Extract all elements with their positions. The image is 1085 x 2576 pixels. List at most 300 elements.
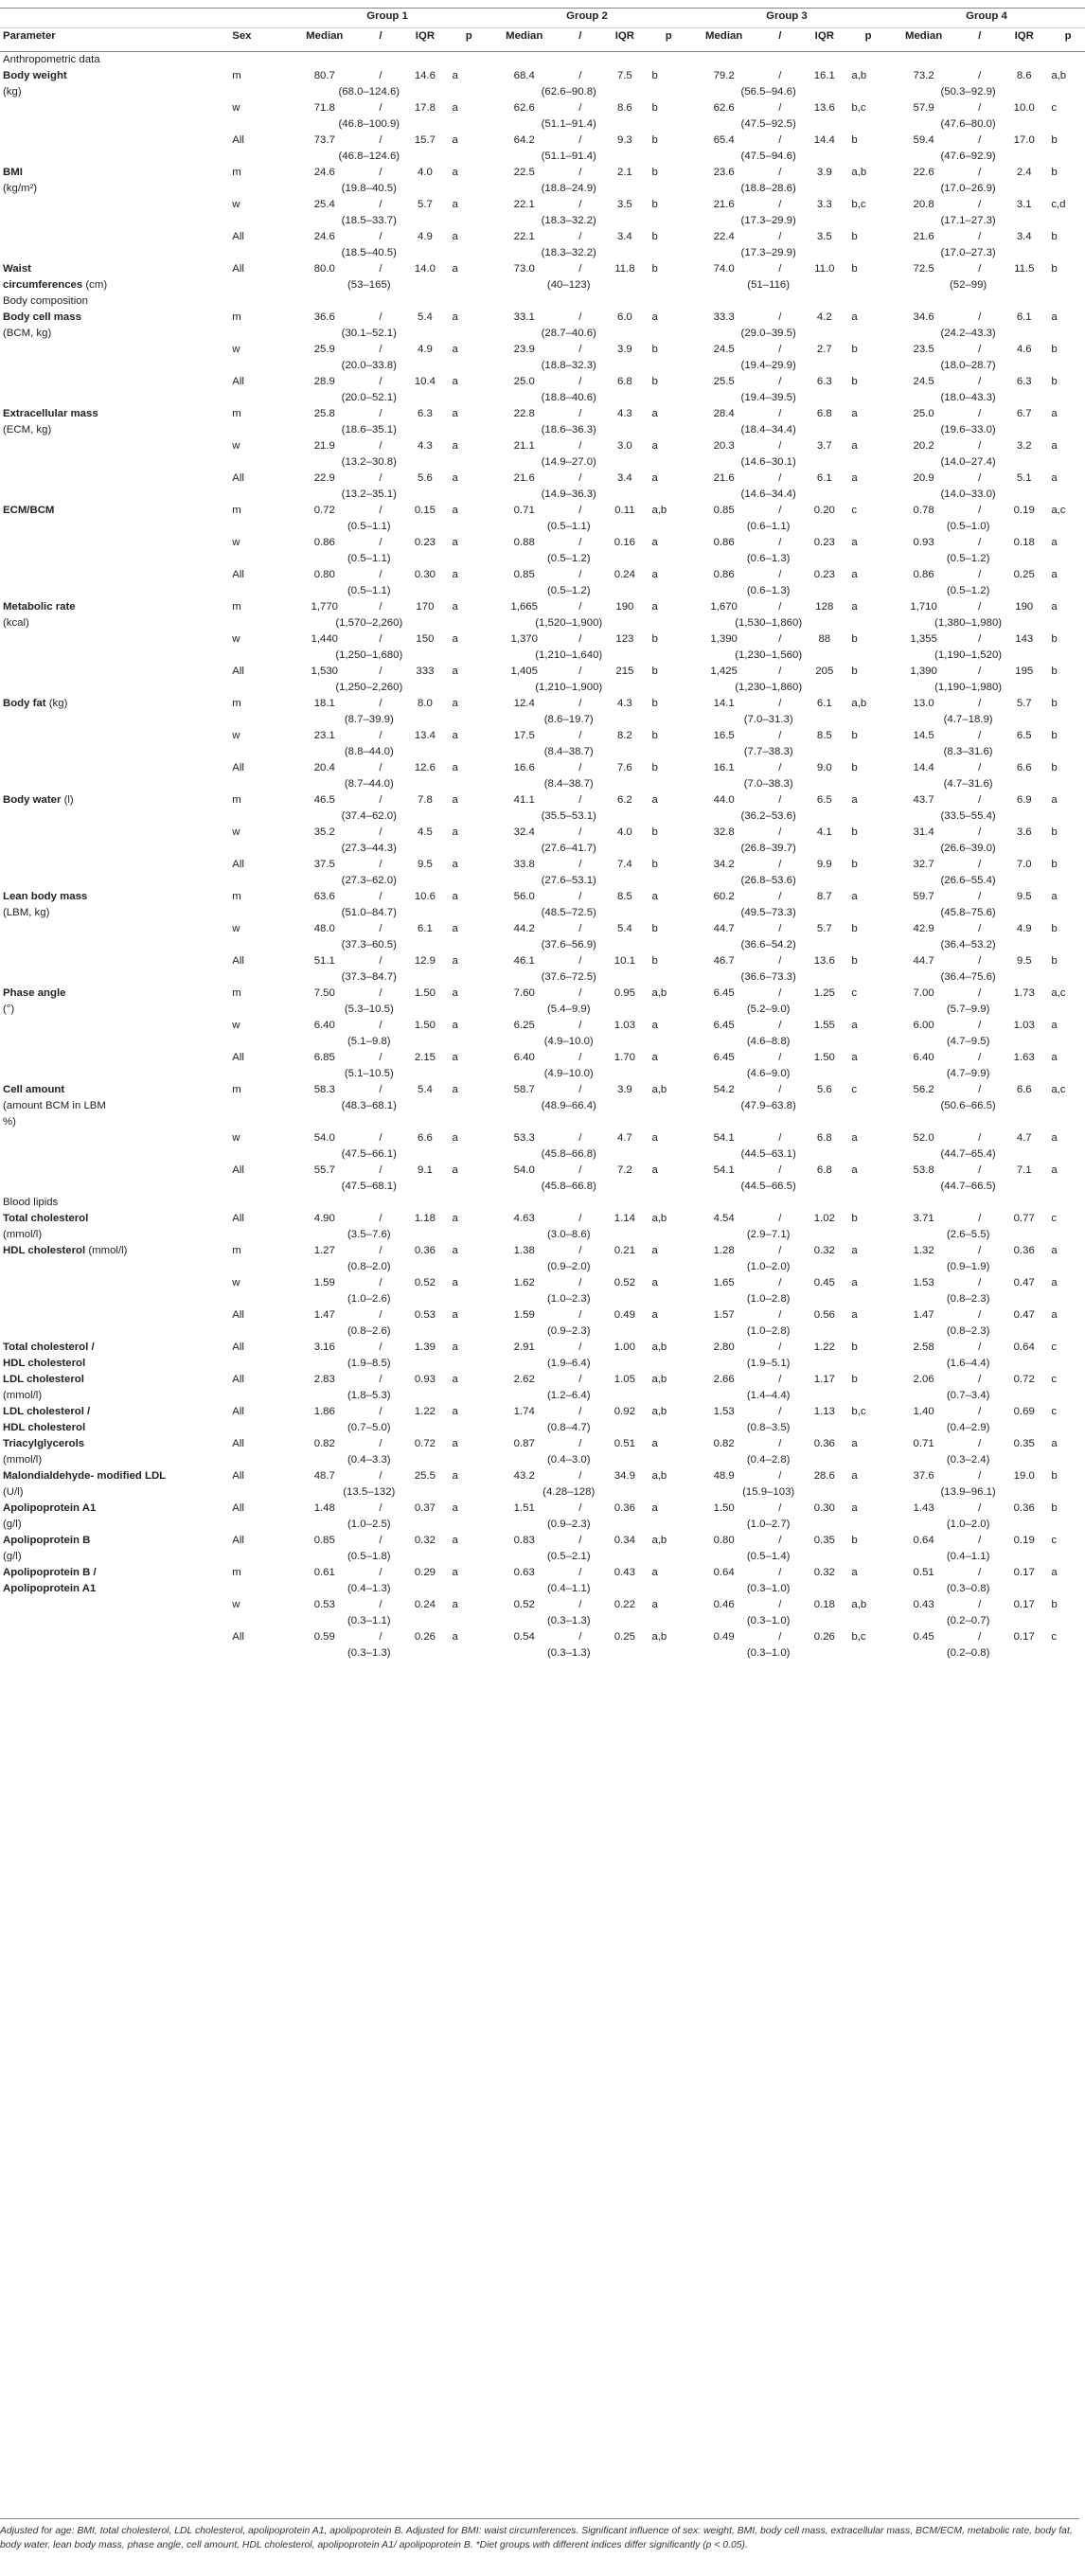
iqr-value: 19.0 — [1013, 1470, 1035, 1482]
iqr-value: 0.36 — [1013, 1245, 1035, 1256]
median-value: 46.7 — [713, 955, 735, 967]
slash: / — [978, 1020, 982, 1031]
iqr-value: 1.03 — [614, 1020, 635, 1031]
slash: / — [578, 1406, 582, 1417]
median-value: 1.27 — [313, 1245, 335, 1256]
iqr-value: 14.0 — [414, 263, 436, 275]
parameter-cell — [0, 1307, 229, 1324]
iqr-value: 2.15 — [414, 1052, 436, 1063]
slash: / — [379, 826, 382, 838]
iqr-value: 215 — [615, 666, 634, 677]
median-value: 65.4 — [713, 134, 735, 146]
blank-cell — [229, 937, 286, 953]
median-header: Median — [486, 28, 560, 52]
median-value: 44.0 — [713, 794, 735, 806]
p-value: b — [851, 730, 858, 741]
blank-cell — [848, 454, 885, 471]
iqr-value: 0.20 — [813, 505, 835, 516]
p-value: a — [1051, 1052, 1058, 1063]
median-value: 0.85 — [513, 569, 535, 580]
slash: / — [778, 859, 782, 870]
blank-cell — [649, 487, 685, 503]
median-value: 1,425 — [710, 666, 738, 677]
blank-cell — [450, 1645, 487, 1661]
range-row — [0, 1146, 1085, 1163]
parameter-cell — [0, 1629, 229, 1645]
slash: / — [578, 1245, 582, 1256]
median-value: 37.5 — [313, 859, 335, 870]
sex-cell: m — [232, 698, 241, 709]
range-value: (1.0–2.5) — [347, 1519, 391, 1530]
iqr-value: 0.11 — [614, 505, 635, 516]
slash: / — [379, 472, 382, 484]
slash: / — [578, 102, 582, 114]
median-value: 25.0 — [513, 376, 535, 387]
slash: / — [379, 923, 382, 934]
median-value: 25.5 — [713, 376, 735, 387]
iqr-value: 0.21 — [614, 1245, 635, 1256]
parameter-cell — [0, 825, 229, 841]
parameter-desc-cell — [0, 454, 229, 471]
median-value: 22.6 — [913, 167, 934, 178]
slash: / — [778, 891, 782, 902]
parameter-unit: (kg/m²) — [3, 183, 38, 194]
p-value: a — [651, 1052, 658, 1063]
blank-cell — [229, 841, 286, 857]
median-value: 0.86 — [713, 537, 735, 548]
blank-cell — [229, 615, 286, 631]
blank-cell — [1048, 583, 1085, 599]
p-value: b — [851, 859, 858, 870]
range-value: (7.0–31.3) — [743, 714, 793, 725]
p-value: a — [1051, 569, 1058, 580]
range-value: (0.5–1.2) — [946, 553, 990, 564]
iqr-value: 12.6 — [414, 762, 436, 773]
slash: / — [778, 1341, 782, 1353]
slash: / — [379, 698, 382, 709]
blank-cell — [848, 776, 885, 792]
median-value: 0.87 — [513, 1438, 535, 1449]
parameter-cell — [0, 1533, 229, 1549]
p-value: b — [851, 1341, 858, 1353]
median-value: 1.48 — [313, 1502, 335, 1514]
slash: / — [778, 569, 782, 580]
slash: / — [578, 537, 582, 548]
blank-cell — [450, 1420, 487, 1436]
range-value: (44.7–66.5) — [940, 1181, 996, 1192]
blank-cell — [649, 712, 685, 728]
sex-cell: w — [232, 1132, 240, 1144]
iqr-value: 8.0 — [418, 698, 433, 709]
iqr-value: 3.9 — [616, 1084, 632, 1095]
median-value: 1,710 — [910, 601, 937, 613]
blank-cell — [848, 615, 885, 631]
p-value: b — [851, 923, 858, 934]
slash: / — [578, 762, 582, 773]
p-value: b — [651, 70, 658, 81]
blank-cell — [1048, 1324, 1085, 1340]
blank-cell — [649, 326, 685, 342]
slash: / — [978, 134, 982, 146]
p-value: a — [452, 376, 458, 387]
parameter-desc-cell — [0, 1179, 229, 1195]
range-row — [0, 841, 1085, 857]
blank-cell — [229, 277, 286, 293]
parameter-name: Body cell mass — [3, 311, 81, 323]
parameter-desc-cell — [0, 937, 229, 953]
p-header: p — [1048, 28, 1085, 52]
parameter-cell — [0, 953, 229, 969]
p-value: b,c — [851, 102, 866, 114]
p-value: a — [452, 472, 458, 484]
slash: / — [578, 1309, 582, 1321]
range-row — [0, 873, 1085, 889]
range-value: (13.2–30.8) — [341, 456, 397, 468]
range-value: (0.8–4.7) — [546, 1422, 591, 1433]
blank-cell — [848, 744, 885, 760]
blank-cell — [1048, 390, 1085, 406]
range-value: (0.6–1.3) — [746, 553, 791, 564]
range-value: (50.3–92.9) — [940, 86, 996, 98]
p-value: c — [1051, 1631, 1058, 1643]
range-value: (0.8–2.3) — [946, 1325, 990, 1337]
slash: / — [978, 311, 982, 323]
p-value: a — [651, 794, 658, 806]
range-value: (4.7–9.5) — [946, 1036, 990, 1047]
median-value: 0.86 — [913, 569, 934, 580]
iqr-value: 3.4 — [616, 472, 632, 484]
range-row — [0, 1388, 1085, 1404]
blank-cell — [1048, 519, 1085, 535]
range-value: (27.6–41.7) — [541, 843, 596, 854]
range-value: (19.4–39.5) — [740, 392, 796, 403]
iqr-value: 11.5 — [1014, 263, 1035, 275]
median-value: 36.6 — [313, 311, 335, 323]
median-value: 1,370 — [510, 633, 538, 645]
blank-cell — [450, 1227, 487, 1243]
slash: / — [379, 1245, 382, 1256]
blank-cell — [450, 776, 487, 792]
range-value: (0.3–1.0) — [746, 1583, 791, 1594]
sex-cell: All — [232, 1470, 244, 1482]
sex-cell: w — [232, 1020, 240, 1031]
parameter-cell — [0, 342, 229, 358]
p-value: a — [651, 1020, 658, 1031]
range-value: (4.7–31.6) — [943, 778, 993, 790]
slash: / — [379, 891, 382, 902]
median-value: 31.4 — [913, 826, 934, 838]
range-value: (37.4–62.0) — [341, 810, 397, 822]
range-row — [0, 712, 1085, 728]
range-row — [0, 1517, 1085, 1533]
median-value: 1,405 — [510, 666, 538, 677]
range-value: (36.4–75.6) — [940, 971, 996, 983]
blank-cell — [450, 808, 487, 825]
p-value: b — [651, 955, 658, 967]
range-row — [0, 1356, 1085, 1372]
iqr-value: 6.8 — [816, 1164, 832, 1176]
iqr-value: 9.1 — [418, 1164, 433, 1176]
slash: / — [778, 1084, 782, 1095]
slash: / — [578, 633, 582, 645]
median-value: 25.0 — [913, 408, 934, 419]
blank-cell — [229, 1549, 286, 1565]
parameter-cell — [0, 1082, 229, 1098]
slash: / — [578, 263, 582, 275]
p-value: a — [452, 1470, 458, 1482]
parameter-desc-cell — [0, 1420, 229, 1436]
range-value: (1.9–6.4) — [546, 1358, 591, 1369]
slash: / — [978, 633, 982, 645]
iqr-value: 2.4 — [1016, 167, 1032, 178]
blank-cell — [229, 181, 286, 197]
p-value: a — [651, 311, 658, 323]
parameter-unit: (U/l) — [3, 1486, 24, 1498]
sex-cell: All — [232, 1213, 244, 1224]
iqr-value: 3.6 — [1016, 826, 1032, 838]
range-value: (3.5–7.6) — [347, 1229, 391, 1240]
range-value: (5.2–9.0) — [746, 1004, 791, 1015]
range-row — [0, 1645, 1085, 1661]
range-value: (45.8–66.8) — [541, 1148, 596, 1160]
table-row — [0, 1163, 1085, 1179]
range-value: (14.9–36.3) — [541, 489, 596, 500]
blank-cell — [649, 1146, 685, 1163]
sex-cell: w — [232, 199, 240, 210]
blank-cell — [848, 1324, 885, 1340]
table-row — [0, 503, 1085, 519]
slash: / — [578, 859, 582, 870]
p-value: a,c — [1051, 505, 1066, 516]
parameter-desc-cell — [0, 1002, 229, 1018]
median-value: 57.9 — [913, 102, 934, 114]
parameter-desc-cell — [0, 1452, 229, 1468]
range-value: (48.5–72.5) — [541, 907, 596, 918]
range-row — [0, 648, 1085, 664]
iqr-value: 1.17 — [813, 1374, 835, 1385]
median-value: 54.0 — [313, 1132, 335, 1144]
range-value: (13.2–35.1) — [341, 489, 397, 500]
slash: / — [978, 1309, 982, 1321]
blank-cell — [450, 712, 487, 728]
iqr-value: 14.4 — [813, 134, 835, 146]
p-value: a — [1051, 1164, 1058, 1176]
blank-cell — [1048, 1420, 1085, 1436]
p-value: b — [1051, 730, 1058, 741]
median-value: 53.3 — [513, 1132, 535, 1144]
blank-cell — [848, 1613, 885, 1629]
range-value: (37.6–56.9) — [541, 939, 596, 950]
blank-cell — [229, 1291, 286, 1307]
p-value: b — [651, 633, 658, 645]
parameter-cell — [0, 535, 229, 551]
iqr-value: 4.1 — [816, 826, 832, 838]
sex-cell: m — [232, 1245, 241, 1256]
p-value: a — [452, 1213, 458, 1224]
blank-cell — [1048, 1517, 1085, 1533]
iqr-value: 128 — [815, 601, 834, 613]
blank-cell — [450, 326, 487, 342]
range-value: (5.3–10.5) — [344, 1004, 394, 1015]
iqr-value: 13.6 — [813, 102, 835, 114]
sex-cell: All — [232, 1341, 244, 1353]
median-value: 2.91 — [513, 1341, 535, 1353]
parameter-desc-cell — [0, 1645, 229, 1661]
blank-cell — [649, 1291, 685, 1307]
parameter-cell — [0, 1340, 229, 1356]
median-value: 20.3 — [713, 440, 735, 452]
p-value: a — [452, 923, 458, 934]
iqr-value: 10.0 — [1013, 102, 1035, 114]
slash: / — [578, 698, 582, 709]
iqr-header: IQR — [597, 28, 649, 52]
blank-cell — [450, 454, 487, 471]
p-value: b — [851, 376, 858, 387]
range-value: (5.7–9.9) — [946, 1004, 990, 1015]
blank-cell — [649, 1645, 685, 1661]
range-value: (51.0–84.7) — [341, 907, 397, 918]
parameter-cell — [0, 1597, 229, 1613]
parameter-unit: (g/l) — [3, 1551, 22, 1562]
median-header: Median — [685, 28, 759, 52]
blank-cell — [450, 1484, 487, 1501]
range-value: (3.0–8.6) — [546, 1229, 591, 1240]
median-value: 35.2 — [313, 826, 335, 838]
median-value: 33.1 — [513, 311, 535, 323]
slash: / — [978, 698, 982, 709]
range-value: (51–116) — [747, 279, 791, 291]
sex-cell: m — [232, 891, 241, 902]
range-value: (18.5–40.5) — [341, 247, 397, 258]
iqr-value: 3.3 — [816, 199, 832, 210]
median-value: 21.6 — [913, 231, 934, 242]
median-value: 1.74 — [513, 1406, 535, 1417]
iqr-value: 5.1 — [1016, 472, 1032, 484]
sex-cell: All — [232, 1164, 244, 1176]
median-value: 17.5 — [513, 730, 535, 741]
p-value: a,b — [851, 167, 867, 178]
parameter-cell — [0, 1211, 229, 1227]
range-value: (8.8–44.0) — [344, 746, 394, 757]
slash: / — [379, 102, 382, 114]
parameter-name: Total cholesterol — [3, 1213, 89, 1224]
median-value: 3.71 — [913, 1213, 934, 1224]
iqr-value: 7.8 — [418, 794, 433, 806]
iqr-value: 1.22 — [813, 1341, 835, 1353]
blank-cell — [848, 808, 885, 825]
p-value: c — [1051, 1374, 1058, 1385]
median-value: 32.4 — [513, 826, 535, 838]
blank-cell — [848, 1388, 885, 1404]
range-row — [0, 1549, 1085, 1565]
iqr-value: 4.0 — [616, 826, 632, 838]
range-row — [0, 1179, 1085, 1195]
parameter-desc-cell — [0, 1388, 229, 1404]
parameter-cell — [0, 792, 229, 808]
p-value: a — [651, 472, 658, 484]
blank-cell — [1048, 1581, 1085, 1597]
iqr-value: 1.55 — [813, 1020, 835, 1031]
range-row — [0, 358, 1085, 374]
p-value: b — [651, 826, 658, 838]
iqr-value: 11.8 — [614, 263, 635, 275]
range-value: (47.6–92.9) — [940, 151, 996, 162]
p-value: b — [1051, 762, 1058, 773]
blank-cell — [450, 149, 487, 165]
range-value: (18.0–43.3) — [940, 392, 996, 403]
range-value: (36.4–53.2) — [940, 939, 996, 950]
results-table — [0, 8, 1085, 1661]
sex-cell: w — [232, 633, 240, 645]
slash: / — [978, 955, 982, 967]
parameter-cell — [0, 889, 229, 905]
parameter-cell — [0, 503, 229, 519]
range-value: (8.6–19.7) — [543, 714, 594, 725]
parameter-cell — [0, 1565, 229, 1581]
sex-cell: m — [232, 601, 241, 613]
parameter-cell — [0, 438, 229, 454]
blank-cell — [1048, 84, 1085, 100]
range-row — [0, 776, 1085, 792]
median-value: 80.7 — [313, 70, 335, 81]
sex-cell: m — [232, 311, 241, 323]
blank-cell — [450, 1034, 487, 1050]
table-row — [0, 760, 1085, 776]
iqr-value: 0.36 — [614, 1502, 635, 1514]
range-value: (19.6–33.0) — [940, 424, 996, 435]
blank-cell — [1048, 744, 1085, 760]
p-value: b — [851, 955, 858, 967]
median-value: 71.8 — [313, 102, 335, 114]
iqr-value: 7.0 — [1016, 859, 1032, 870]
blank-cell — [1048, 1484, 1085, 1501]
iqr-value: 1.02 — [813, 1213, 835, 1224]
blank-cell — [649, 84, 685, 100]
range-value: (1,230–1,560) — [735, 649, 803, 661]
slash: / — [578, 794, 582, 806]
slash: / — [978, 1245, 982, 1256]
range-value: (8.3–31.6) — [943, 746, 993, 757]
slash: / — [379, 199, 382, 210]
slash: / — [379, 1309, 382, 1321]
range-value: (44.5–66.5) — [740, 1181, 796, 1192]
parameter-name-line2: circumferences — [3, 279, 83, 291]
parameter-name: Metabolic rate — [3, 601, 76, 613]
parameter-desc-cell — [0, 487, 229, 503]
p-value: c — [851, 987, 858, 999]
median-value: 1.50 — [713, 1502, 735, 1514]
slash: / — [778, 167, 782, 178]
p-value: a — [851, 440, 858, 452]
range-value: (17.3–29.9) — [740, 247, 796, 258]
range-value: (0.5–1.0) — [946, 521, 990, 532]
median-value: 0.80 — [713, 1535, 735, 1546]
parameter-desc-cell — [0, 149, 229, 165]
blank-cell — [229, 680, 286, 696]
p-value: b — [1051, 231, 1058, 242]
blank-cell — [649, 808, 685, 825]
sex-cell: All — [232, 569, 244, 580]
iqr-value: 14.6 — [414, 70, 436, 81]
blank-cell — [1048, 454, 1085, 471]
iqr-value: 0.36 — [1013, 1502, 1035, 1514]
range-value: (27.3–62.0) — [341, 875, 397, 886]
slash: / — [379, 1052, 382, 1063]
iqr-value: 0.47 — [1013, 1309, 1035, 1321]
range-value: (18.6–36.3) — [541, 424, 596, 435]
table-row — [0, 1130, 1085, 1146]
blank-cell — [1048, 1549, 1085, 1565]
